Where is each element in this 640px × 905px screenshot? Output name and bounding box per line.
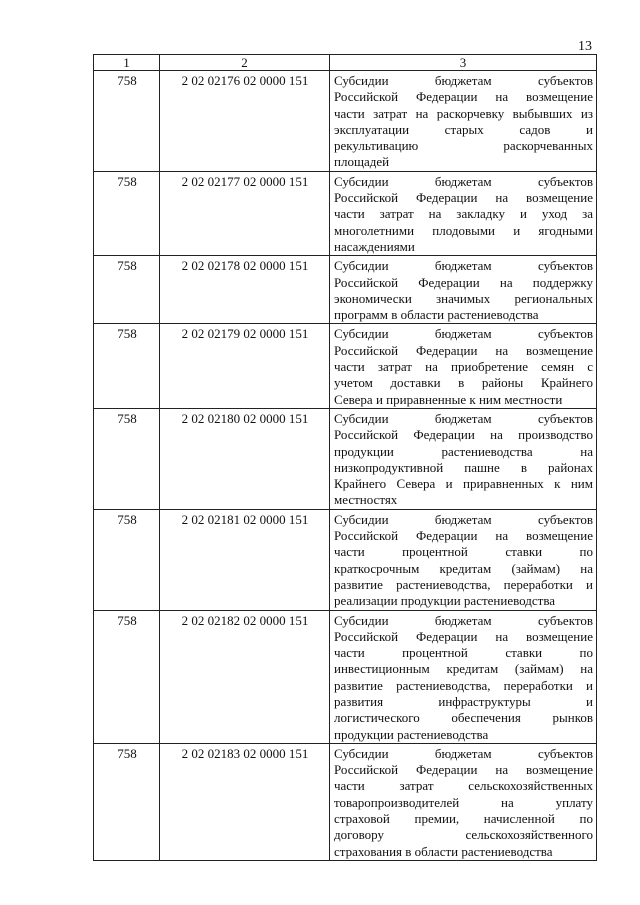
description-line: Субсидии бюджетам субъектов (334, 511, 593, 527)
description-line: Крайнего Севера и приравненных к ним (334, 476, 593, 492)
description-line: реализации продукции растениеводства (334, 593, 556, 609)
description-line: инвестиционным кредитам (займам) на (334, 661, 593, 677)
table-row (94, 408, 597, 509)
description-line: страхования в области растениеводства (334, 843, 553, 859)
description-line: рекультивацию раскорчеванных (334, 138, 593, 154)
description-line: договору сельскохозяйственного (334, 827, 593, 843)
budget-classification-code-cell: 2 02 02179 02 0000 151 (160, 324, 330, 408)
description-line: Российской Федерации на поддержку (334, 274, 593, 290)
description-line: логистического обеспечения рынков (334, 710, 593, 726)
description-line: продукции растениеводства на (334, 443, 593, 459)
budget-classification-code-cell: 2 02 02182 02 0000 151 (160, 610, 330, 743)
description-line: насаждениями (334, 238, 415, 254)
description-line: Российской Федерации на возмещение (334, 342, 593, 358)
table-row (94, 324, 597, 408)
table-row (94, 171, 597, 255)
description-line: местностях (334, 492, 398, 508)
description-line: Российской Федерации на производство (334, 427, 593, 443)
column-header-2: 2 (160, 55, 330, 71)
description-line: Российской Федерации на возмещение (334, 762, 593, 778)
description-line: краткосрочным кредитам (займам) на (334, 560, 593, 576)
description-line: части процентной ставки по (334, 544, 593, 560)
table-row (94, 71, 597, 172)
administrator-code-cell: 758 (94, 71, 160, 172)
description-line: развитие растениеводства, переработки и (334, 677, 593, 693)
budget-classification-table (93, 54, 597, 861)
revenue-description-cell (330, 256, 597, 324)
description-line: Субсидии бюджетам субъектов (334, 612, 593, 628)
table-row (94, 743, 597, 860)
description-line: Субсидии бюджетам субъектов (334, 326, 593, 342)
table-row (94, 509, 597, 610)
description-line: Российской Федерации на возмещение (334, 628, 593, 644)
description-line: Севера и приравненные к ним местности (334, 391, 563, 407)
budget-classification-code-cell: 2 02 02178 02 0000 151 (160, 256, 330, 324)
description-line: площадей (334, 154, 390, 170)
budget-classification-code-cell: 2 02 02180 02 0000 151 (160, 408, 330, 509)
description-line: низкопродуктивной пашне в районах (334, 459, 593, 475)
administrator-code-cell: 758 (94, 610, 160, 743)
administrator-code-cell: 758 (94, 324, 160, 408)
administrator-code-cell: 758 (94, 171, 160, 255)
description-line: развития инфраструктуры и (334, 693, 593, 709)
description-line: товаропроизводителей на уплату (334, 794, 593, 810)
table-header-row (94, 55, 597, 71)
revenue-description-cell (330, 171, 597, 255)
description-line: Субсидии бюджетам субъектов (334, 410, 593, 426)
revenue-description-cell (330, 610, 597, 743)
revenue-description-cell (330, 71, 597, 172)
description-line: части затрат на раскорчевку выбывших из (334, 105, 593, 121)
description-line: части затрат на закладку и уход за (334, 206, 593, 222)
revenue-description-cell (330, 324, 597, 408)
description-line: развитие растениеводства, переработки и (334, 576, 593, 592)
description-line: программ в области растениеводства (334, 307, 539, 323)
description-line: части затрат сельскохозяйственных (334, 778, 593, 794)
table-row (94, 610, 597, 743)
description-line: части затрат на приобретение семян с (334, 359, 593, 375)
description-line: Субсидии бюджетам субъектов (334, 258, 593, 274)
budget-classification-code-cell: 2 02 02177 02 0000 151 (160, 171, 330, 255)
page-number: 13 (578, 39, 592, 54)
budget-classification-code-cell: 2 02 02181 02 0000 151 (160, 509, 330, 610)
administrator-code-cell: 758 (94, 743, 160, 860)
administrator-code-cell: 758 (94, 509, 160, 610)
budget-classification-code-cell: 2 02 02176 02 0000 151 (160, 71, 330, 172)
description-line: экономически значимых региональных (334, 290, 593, 306)
column-header-3: 3 (330, 55, 597, 71)
table-row (94, 256, 597, 324)
description-line: многолетними плодовыми и ягодными (334, 222, 593, 238)
description-line: Субсидии бюджетам субъектов (334, 745, 593, 761)
description-line: эксплуатации старых садов и (334, 121, 593, 137)
description-line: продукции растениеводства (334, 726, 489, 742)
revenue-description-cell (330, 408, 597, 509)
description-line: страховой премии, начисленной по (334, 811, 593, 827)
description-line: Российской Федерации на возмещение (334, 190, 593, 206)
revenue-description-cell (330, 743, 597, 860)
description-line: учетом доставки в районы Крайнего (334, 375, 593, 391)
administrator-code-cell: 758 (94, 256, 160, 324)
description-line: Субсидии бюджетам субъектов (334, 173, 593, 189)
description-line: Российской Федерации на возмещение (334, 528, 593, 544)
revenue-description-cell (330, 509, 597, 610)
administrator-code-cell: 758 (94, 408, 160, 509)
column-header-1: 1 (94, 55, 160, 71)
description-line: Российской Федерации на возмещение (334, 89, 593, 105)
budget-classification-code-cell: 2 02 02183 02 0000 151 (160, 743, 330, 860)
description-line: Субсидии бюджетам субъектов (334, 73, 593, 88)
description-line: части процентной ставки по (334, 645, 593, 661)
